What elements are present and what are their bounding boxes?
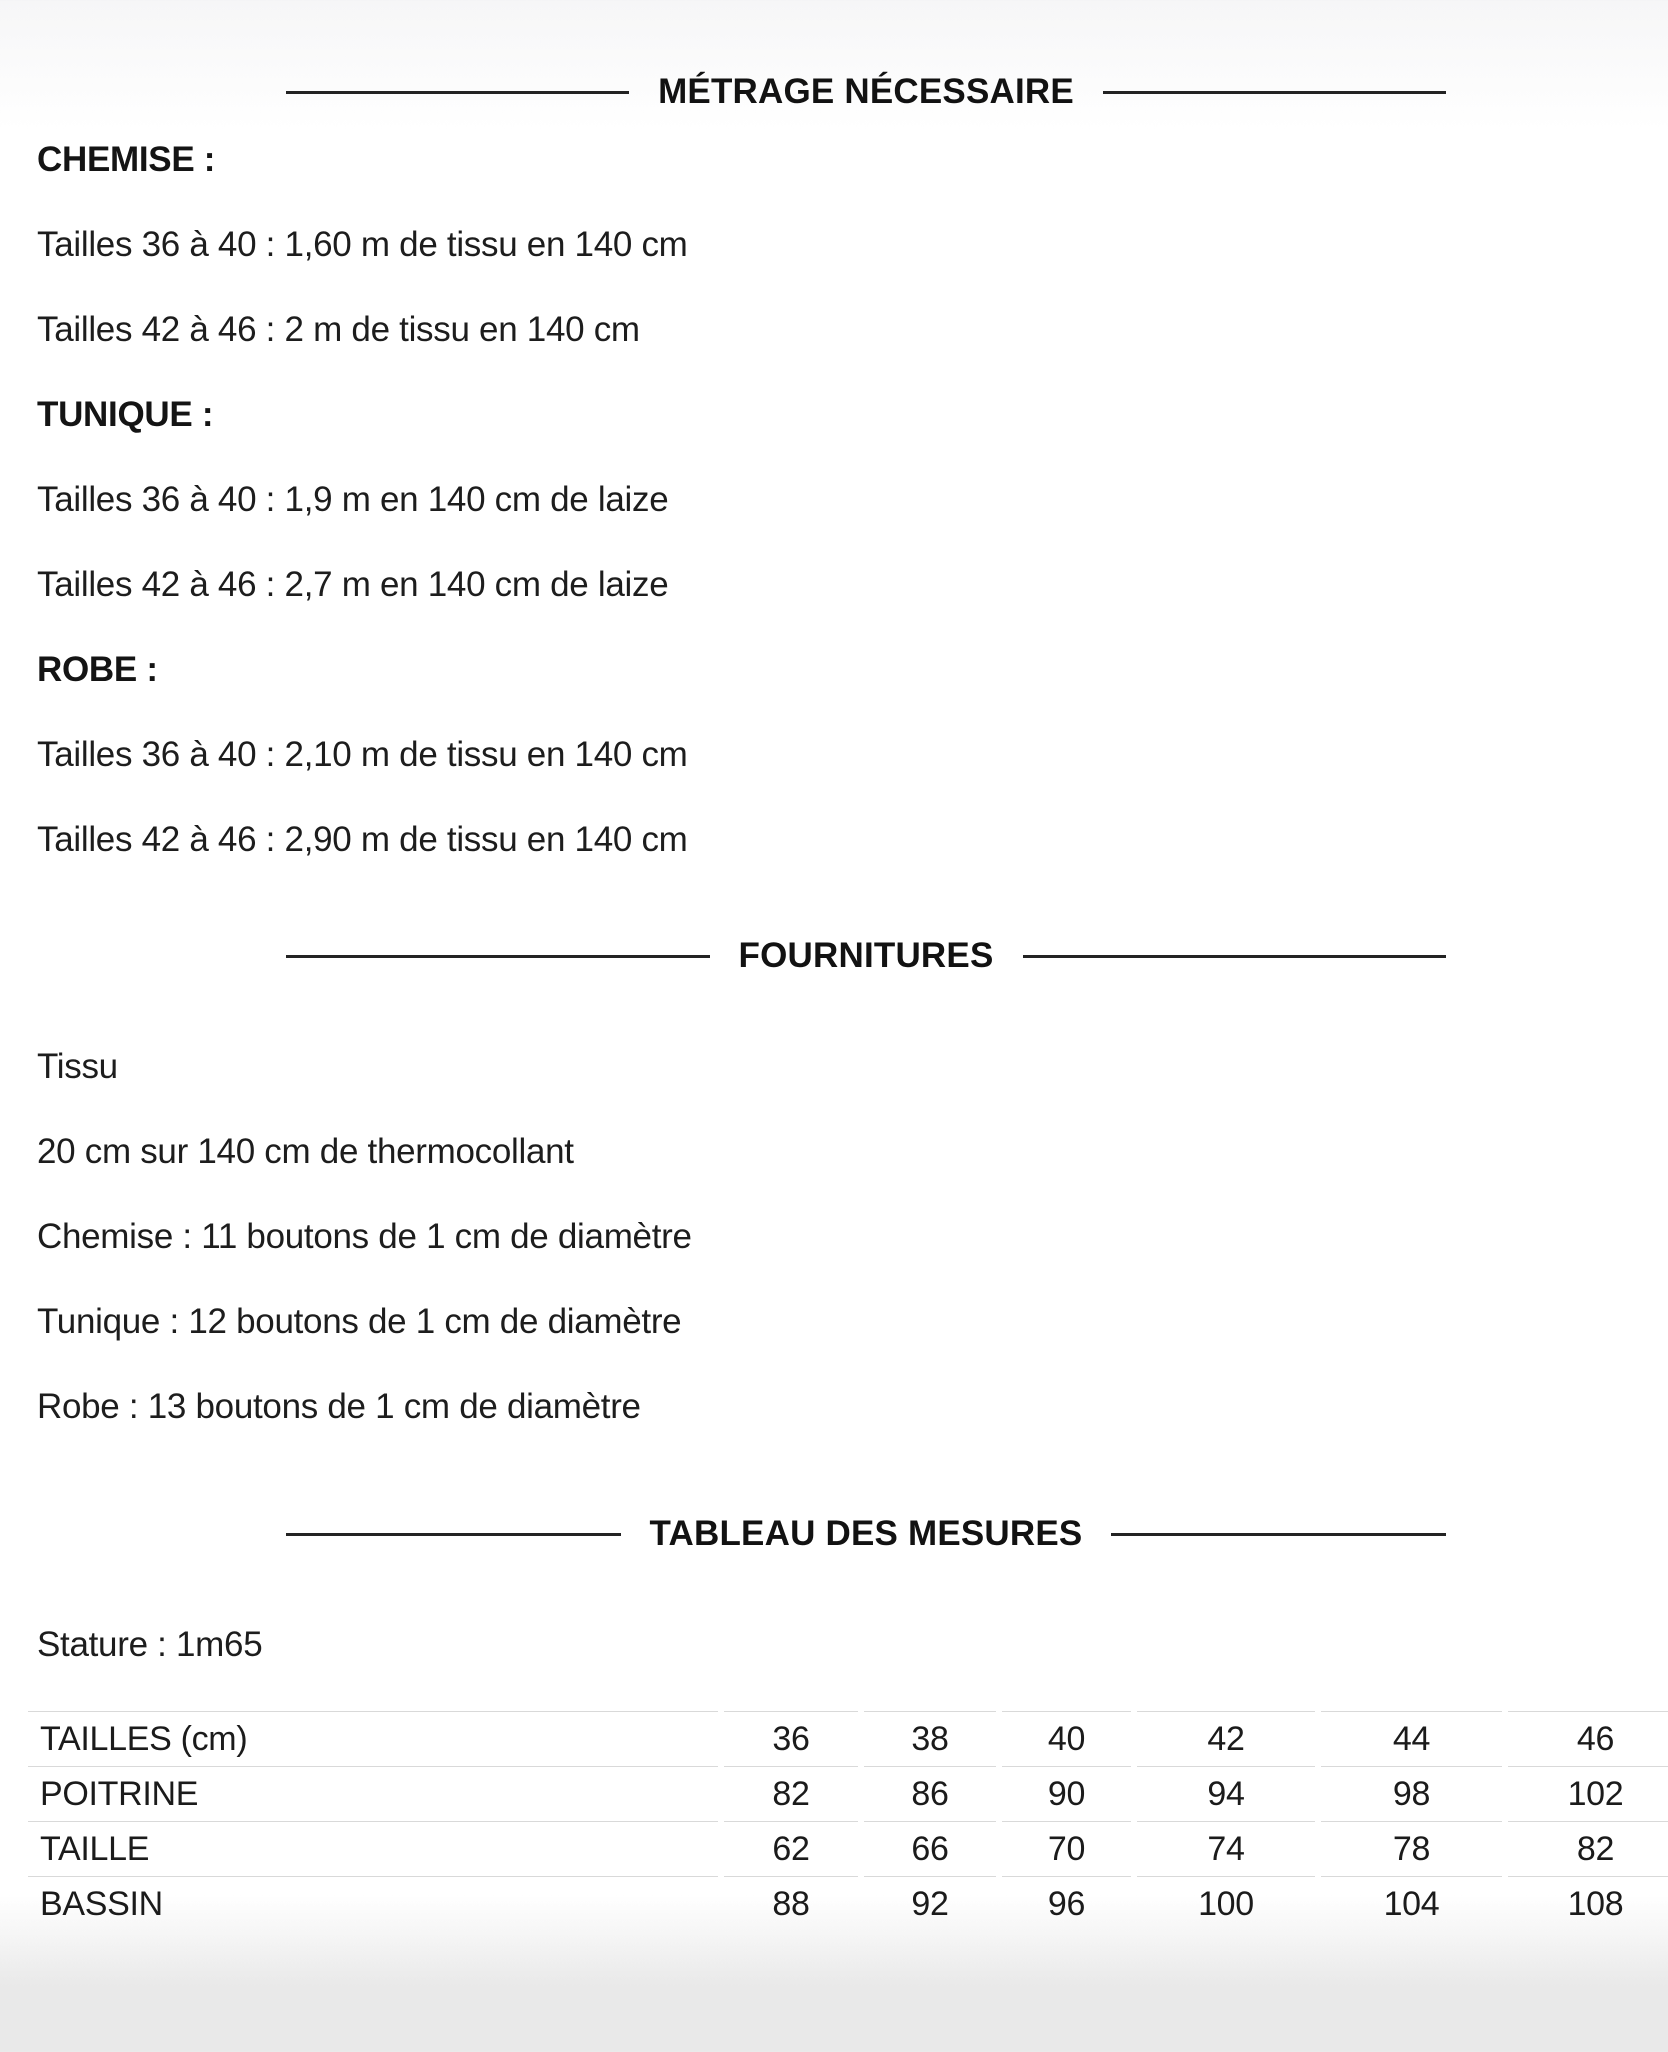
- garment-label-chemise: CHEMISE :: [37, 140, 216, 179]
- supply-item-thermocollant: 20 cm sur 140 cm de thermocollant: [37, 1132, 574, 1171]
- measurement-value: 96: [1002, 1876, 1131, 1931]
- measurement-value: 86: [864, 1766, 996, 1821]
- measurement-value: 92: [864, 1876, 996, 1931]
- measurement-value: 82: [724, 1766, 858, 1821]
- measurement-value: 42: [1137, 1711, 1315, 1766]
- measurement-value: 82: [1508, 1821, 1668, 1876]
- supply-item-boutons-tunique: Tunique : 12 boutons de 1 cm de diamètre: [37, 1302, 682, 1341]
- header-rule-left: [286, 955, 710, 958]
- sewing-pattern-instructions: [0, 66, 1668, 1931]
- table-row-tailles: [28, 1711, 1668, 1766]
- measurement-value: 40: [1002, 1711, 1131, 1766]
- supply-item-tissu: Tissu: [37, 1047, 118, 1086]
- section-title-fournitures: FOURNITURES: [738, 936, 994, 975]
- header-rule-left: [286, 1533, 621, 1536]
- measurement-value: 100: [1137, 1876, 1315, 1931]
- table-row-taille: [28, 1821, 1668, 1876]
- measurement-value: 78: [1321, 1821, 1502, 1876]
- section-title-mesures: TABLEAU DES MESURES: [649, 1514, 1083, 1553]
- header-rule-right: [1023, 955, 1447, 958]
- supply-item-boutons-robe: Robe : 13 boutons de 1 cm de diamètre: [37, 1387, 641, 1426]
- yardage-chemise-36-40: Tailles 36 à 40 : 1,60 m de tissu en 140 cm: [37, 225, 688, 264]
- garment-label-robe: ROBE :: [37, 650, 158, 689]
- section-header-metrage: [286, 66, 1446, 118]
- measurement-value: 38: [864, 1711, 996, 1766]
- header-rule-left: [286, 91, 629, 94]
- measurement-value: 108: [1508, 1876, 1668, 1931]
- stature-note: Stature : 1m65: [37, 1625, 263, 1664]
- garment-label-tunique: TUNIQUE :: [37, 395, 214, 434]
- header-rule-right: [1103, 91, 1446, 94]
- row-label: POITRINE: [28, 1766, 718, 1821]
- row-label: BASSIN: [28, 1876, 718, 1931]
- measurement-value: 104: [1321, 1876, 1502, 1931]
- row-label: TAILLES (cm): [28, 1711, 718, 1766]
- measurement-value: 44: [1321, 1711, 1502, 1766]
- section-header-fournitures: [286, 930, 1446, 982]
- header-rule-right: [1111, 1533, 1446, 1536]
- measurement-value: 74: [1137, 1821, 1315, 1876]
- measurements-table: [22, 1711, 1668, 1931]
- section-title-metrage: MÉTRAGE NÉCESSAIRE: [658, 72, 1074, 111]
- yardage-chemise-42-46: Tailles 42 à 46 : 2 m de tissu en 140 cm: [37, 310, 640, 349]
- measurement-value: 102: [1508, 1766, 1668, 1821]
- measurement-value: 66: [864, 1821, 996, 1876]
- table-row-bassin: [28, 1876, 1668, 1931]
- yardage-tunique-36-40: Tailles 36 à 40 : 1,9 m en 140 cm de laize: [37, 480, 669, 519]
- measurement-value: 90: [1002, 1766, 1131, 1821]
- measurement-value: 62: [724, 1821, 858, 1876]
- table-row-poitrine: [28, 1766, 1668, 1821]
- yardage-robe-42-46: Tailles 42 à 46 : 2,90 m de tissu en 140 cm: [37, 820, 688, 859]
- measurement-value: 70: [1002, 1821, 1131, 1876]
- row-label: TAILLE: [28, 1821, 718, 1876]
- measurement-value: 88: [724, 1876, 858, 1931]
- section-header-mesures: [286, 1508, 1446, 1560]
- measurement-value: 94: [1137, 1766, 1315, 1821]
- measurement-value: 98: [1321, 1766, 1502, 1821]
- measurement-value: 36: [724, 1711, 858, 1766]
- yardage-tunique-42-46: Tailles 42 à 46 : 2,7 m en 140 cm de laize: [37, 565, 669, 604]
- measurement-value: 46: [1508, 1711, 1668, 1766]
- supply-item-boutons-chemise: Chemise : 11 boutons de 1 cm de diamètre: [37, 1217, 692, 1256]
- yardage-robe-36-40: Tailles 36 à 40 : 2,10 m de tissu en 140 cm: [37, 735, 688, 774]
